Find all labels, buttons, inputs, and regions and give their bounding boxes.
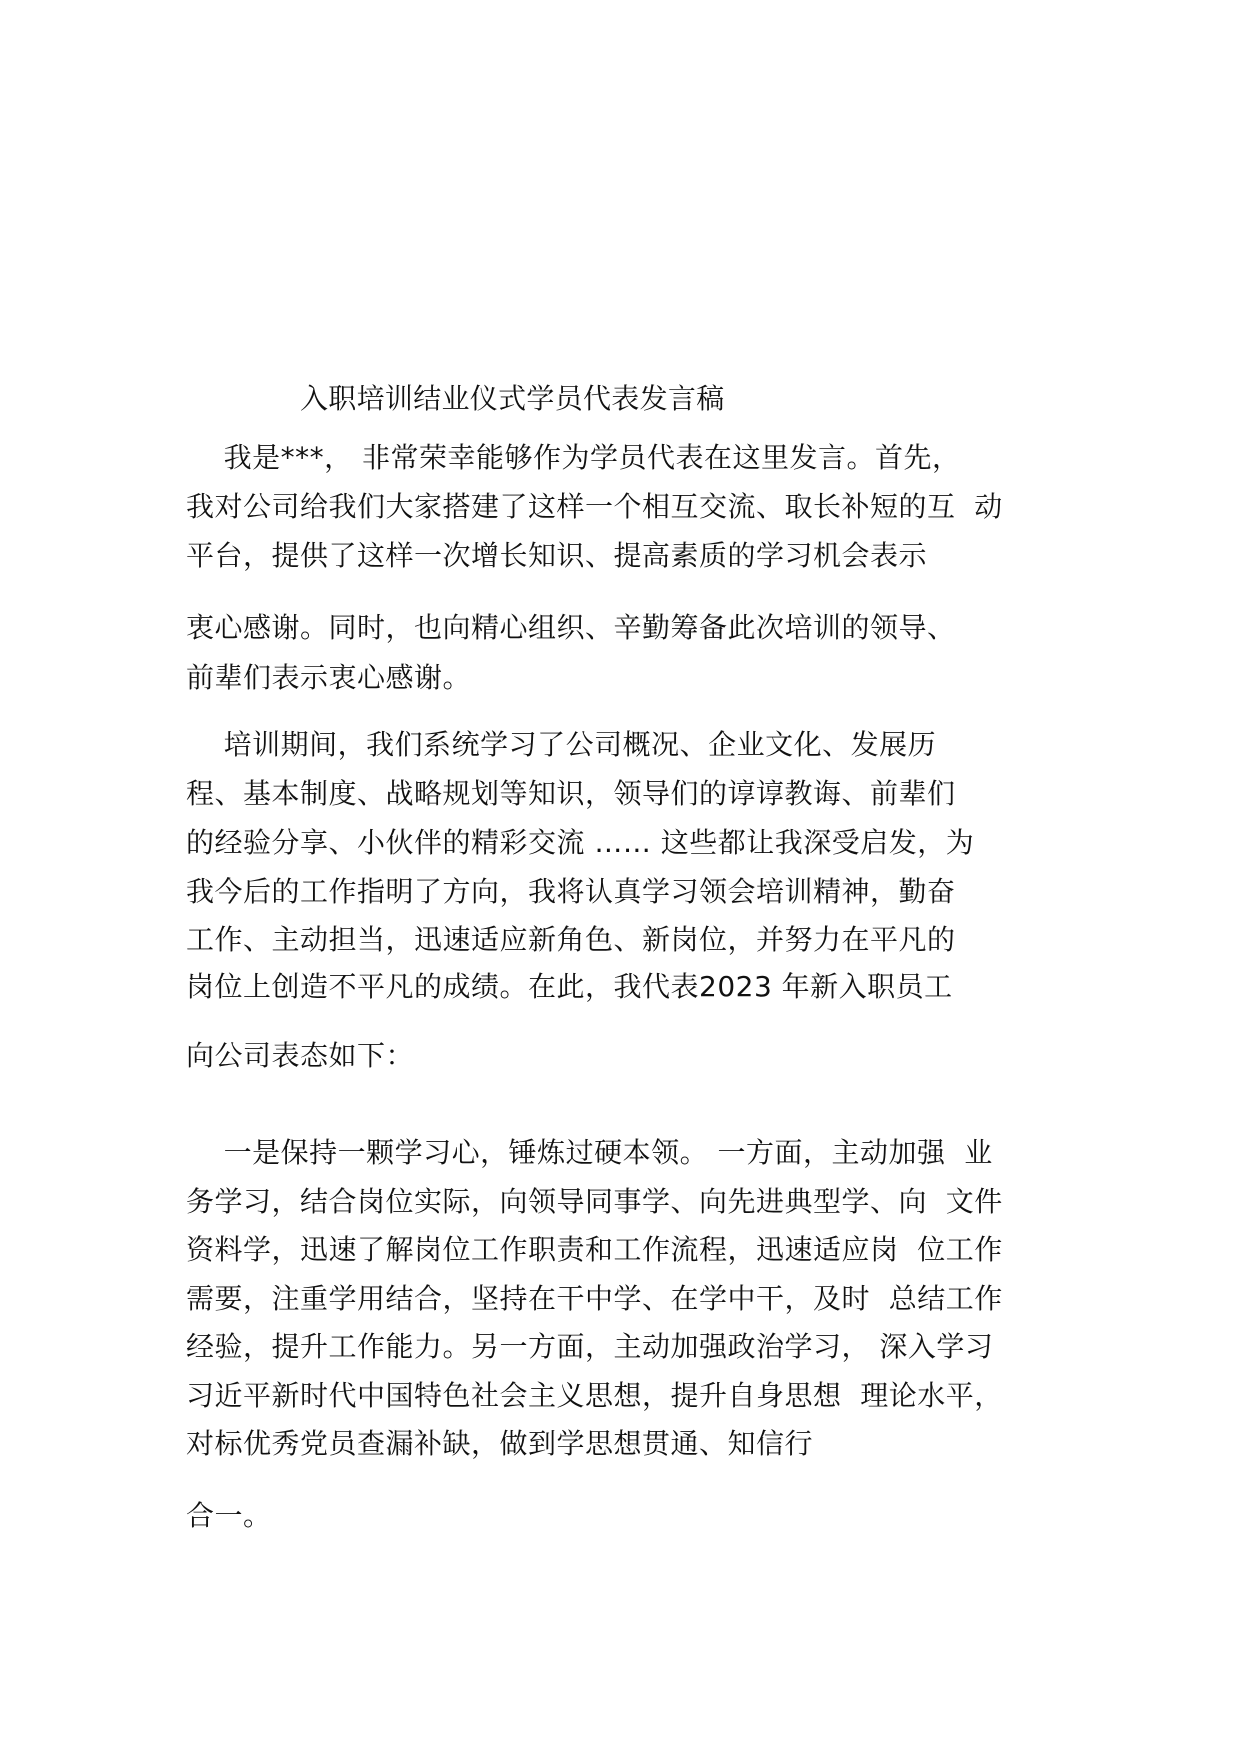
- paragraph-3-line-1: 一是保持一颗学习心，锤炼过硬本领。 一方面，主动加强 业: [186, 1136, 993, 1169]
- paragraph-3-line-3: 资料学，迅速了解岗位工作职责和工作流程，迅速适应岗 位工作: [186, 1233, 1003, 1266]
- paragraph-2-line-3: 的经验分享、小伙伴的精彩交流 …… 这些都让我深受启发，为: [186, 826, 975, 859]
- paragraph-2-line-5: 工作、主动担当，迅速适应新角色、新岗位，并努力在平凡的: [186, 923, 956, 956]
- document-title: 入职培训结业仪式学员代表发言稿: [300, 382, 725, 415]
- paragraph-2-line-4: 我今后的工作指明了方向，我将认真学习领会培训精神，勤奋: [186, 875, 956, 908]
- paragraph-1-line-3: 平台，提供了这样一次增长知识、提高素质的学习机会表示: [186, 539, 928, 572]
- paragraph-3-line-2: 务学习，结合岗位实际，向领导同事学、向先进典型学、向 文件: [186, 1185, 1003, 1218]
- paragraph-2-line-1: 培训期间，我们系统学习了公司概况、企业文化、发展历: [186, 728, 937, 761]
- paragraph-3-line-7: 对标优秀党员查漏补缺，做到学思想贯通、知信行: [186, 1427, 814, 1460]
- paragraph-3-line-5: 经验，提升工作能力。另一方面，主动加强政治学习， 深入学习: [186, 1330, 994, 1363]
- paragraph-1-line-2: 我对公司给我们大家搭建了这样一个相互交流、取长补短的互 动: [186, 490, 1003, 523]
- paragraph-2-line-6: 岗位上创造不平凡的成绩。在此，我代表2023 年新入职员工: [186, 970, 953, 1003]
- paragraph-2-line-7: 向公司表态如下：: [186, 1039, 415, 1072]
- paragraph-1-line-5: 前辈们表示衷心感谢。: [186, 661, 472, 694]
- paragraph-1-line-1: 我是***， 非常荣幸能够作为学员代表在这里发言。首先，: [186, 441, 961, 474]
- paragraph-3-line-6: 习近平新时代中国特色社会主义思想，提升自身思想 理论水平，: [186, 1379, 1003, 1412]
- paragraph-2-line-2: 程、基本制度、战略规划等知识，领导们的谆谆教诲、前辈们: [186, 777, 956, 810]
- paragraph-3-line-8: 合一。: [186, 1499, 272, 1532]
- paragraph-3-line-4: 需要，注重学用结合，坚持在干中学、在学中干，及时 总结工作: [186, 1282, 1003, 1315]
- paragraph-1-line-4: 衷心感谢。同时，也向精心组织、辛勤筹备此次培训的领导、: [186, 611, 956, 644]
